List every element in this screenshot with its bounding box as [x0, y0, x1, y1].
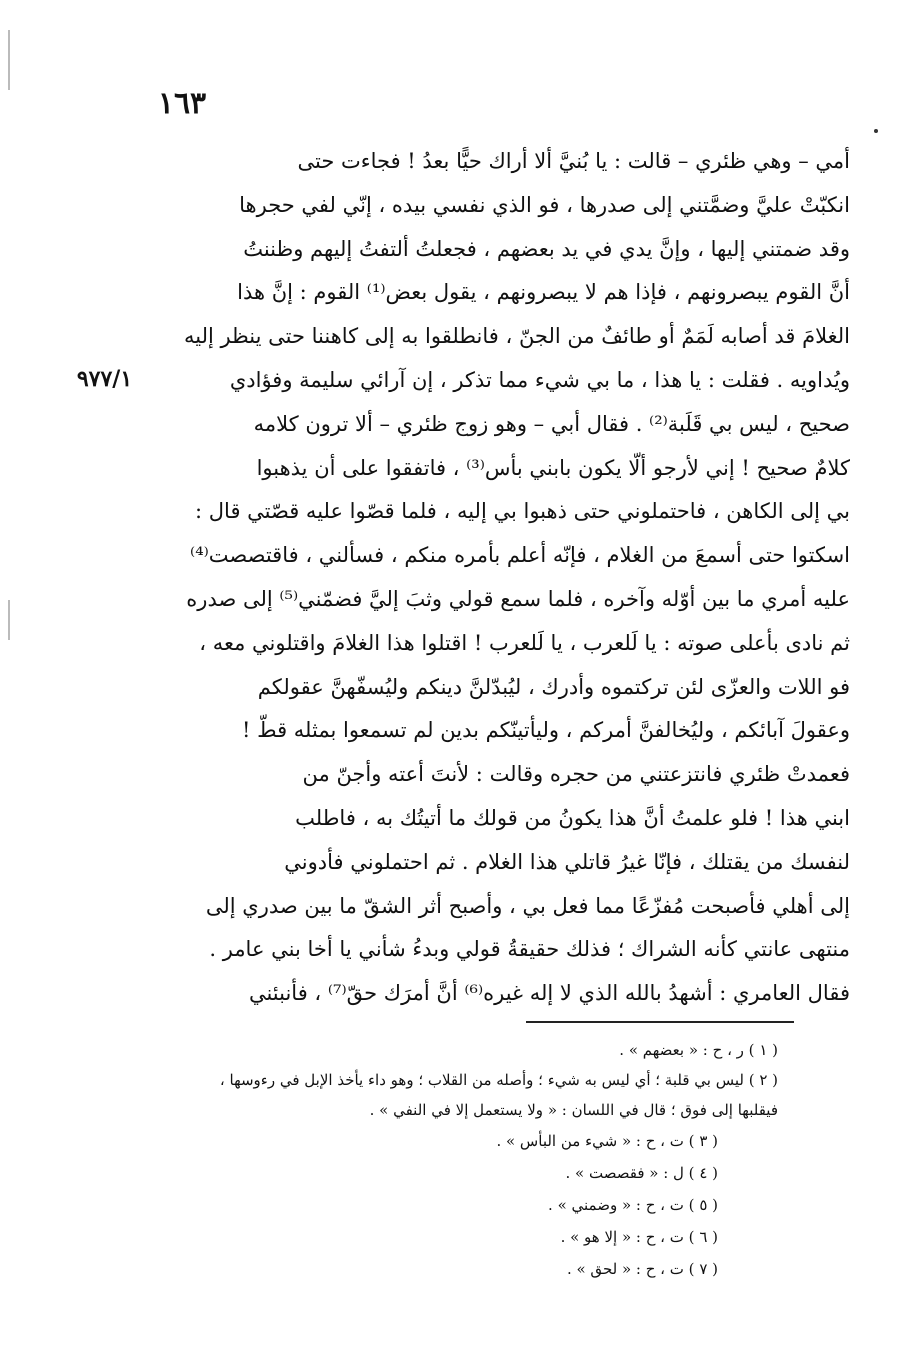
footnote-divider	[526, 1021, 794, 1023]
text-line: بي إلى الكاهن ، فاحتملوني حتى ذهبوا بي إليه ، فلما قصّوا عليه قصّتي قال :	[195, 499, 850, 524]
ink-dot	[874, 129, 878, 133]
text-line: فو اللات والعزّى لئن تركتموه وأدرك ، ليُبدّلنَّ دينكم وليُسفّهنَّ عقولكم	[257, 674, 850, 699]
text-line: لنفسك من يقتلك ، فإنّا غيرُ قاتلي هذا الغلام . ثم احتملوني فأدوني	[284, 849, 850, 874]
margin-reference: ٩٧٧/١	[76, 366, 133, 392]
text-line: أمي – وهي ظئري – قالت : يا بُنيَّ ألا أراك حيًّا بعدُ ! فجاءت حتى	[297, 149, 850, 173]
text-line: فعمدتْ ظئري فانتزعتني من حجره وقالت : لأنتَ أعته وأجنّ من	[302, 762, 850, 787]
text-line: عليه أمري ما بين أوّله وآخره ، فلما سمع قولي وثبَ إليَّ فضمّني⁽⁵⁾ إلى صدره	[186, 586, 850, 611]
page-number: ١٦٣	[157, 86, 207, 121]
footnote-continuation: فيقلبها إلى فوق ؛ قال في اللسان : « ولا يستعمل إلا في النفي » .	[369, 1101, 778, 1119]
text-line: وقد ضمتني إليها ، وإنَّ يدي في يد بعضهم ، فجعلتُ ألتفتُ إليهم وظننتُ	[243, 236, 850, 261]
footnote: ( ٢ ) ليس بي قلبة ؛ أي ليس به شيء ؛ وأصله من القلاب ؛ وهو داء يأخذ الإبل في رءوسها ،	[219, 1071, 778, 1089]
footnote: ( ٤ ) ل : « فقصصت » .	[565, 1164, 718, 1182]
text-line: انكبّتْ عليَّ وضمَّتني إلى صدرها ، فو الذي نفسي بيده ، إنّي لفي حجرها	[239, 192, 850, 217]
footnote: ( ٦ ) ت ، ح : « إلا هو » .	[560, 1228, 718, 1246]
main-text	[150, 140, 850, 1016]
footnotes	[118, 1035, 778, 1285]
text-line: أنَّ القوم يبصرونهم ، فإذا هم لا يبصرونهم ، يقول بعض⁽¹⁾ القوم : إنَّ هذا	[237, 280, 850, 305]
text-line: إلى أهلي فأصبحت مُفزّعًا مما فعل بي ، وأصبح أثر الشقّ ما بين صدري إلى	[205, 893, 850, 918]
text-line: فقال العامري : أشهدُ بالله الذي لا إله غيره⁽⁶⁾ أنَّ أمرَك حقّ⁽⁷⁾ ، فأنبئني	[248, 981, 850, 1006]
text-line: ثم نادى بأعلى صوته : يا لَلعرب ، يا لَلعرب ! اقتلوا هذا الغلامَ واقتلوني معه ،	[199, 630, 850, 655]
text-line: الغلامَ قد أصابه لَمَمٌ أو طائفٌ من الجنّ ، فانطلقوا به إلى كاهننا حتى ينظر إليه	[183, 324, 850, 349]
text-line: وعقولَ آبائكم ، وليُخالفنَّ أمركم ، وليأتينّكم بدين لم تسمعوا بمثله قطّ !	[242, 718, 850, 743]
footnote: ( ٣ ) ت ، ح : « شيء من البأس » .	[496, 1132, 718, 1150]
text-line: منتهى عانتي كأنه الشراك ؛ فذلك حقيقةُ قولي وبدءُ شأني يا أخا بني عامر .	[209, 937, 850, 962]
footnote: ( ١ ) ر ، ح : « بعضهم » .	[619, 1041, 778, 1059]
scan-edge-mark	[8, 30, 10, 90]
text-line: كلامٌ صحيح ! إني لأرجو ألّا يكون بابني بأس⁽³⁾ ، فاتفقوا على أن يذهبوا	[256, 455, 850, 480]
footnote: ( ٧ ) ت ، ح : « لحق » .	[566, 1260, 718, 1278]
text-line: اسكتوا حتى أسمعَ من الغلام ، فإنّه أعلم بأمره منكم ، فسألني ، فاقتصصت⁽⁴⁾	[190, 543, 850, 568]
footnote: ( ٥ ) ت ، ح : « وضمني » .	[548, 1196, 718, 1214]
scan-edge-mark	[8, 600, 10, 640]
text-line: صحيح ، ليس بي قَلَبة⁽²⁾ . فقال أبي – وهو زوج ظئري – ألا ترون كلامه	[253, 411, 850, 436]
text-line: ويُداويه . فقلت : يا هذا ، ما بي شيء مما تذكر ، إن آرائي سليمة وفؤادي	[229, 367, 850, 392]
text-line: ابني هذا ! فلو علمتُ أنَّ هذا يكونُ من قولك ما أتيتُك به ، فاطلب	[295, 805, 850, 830]
